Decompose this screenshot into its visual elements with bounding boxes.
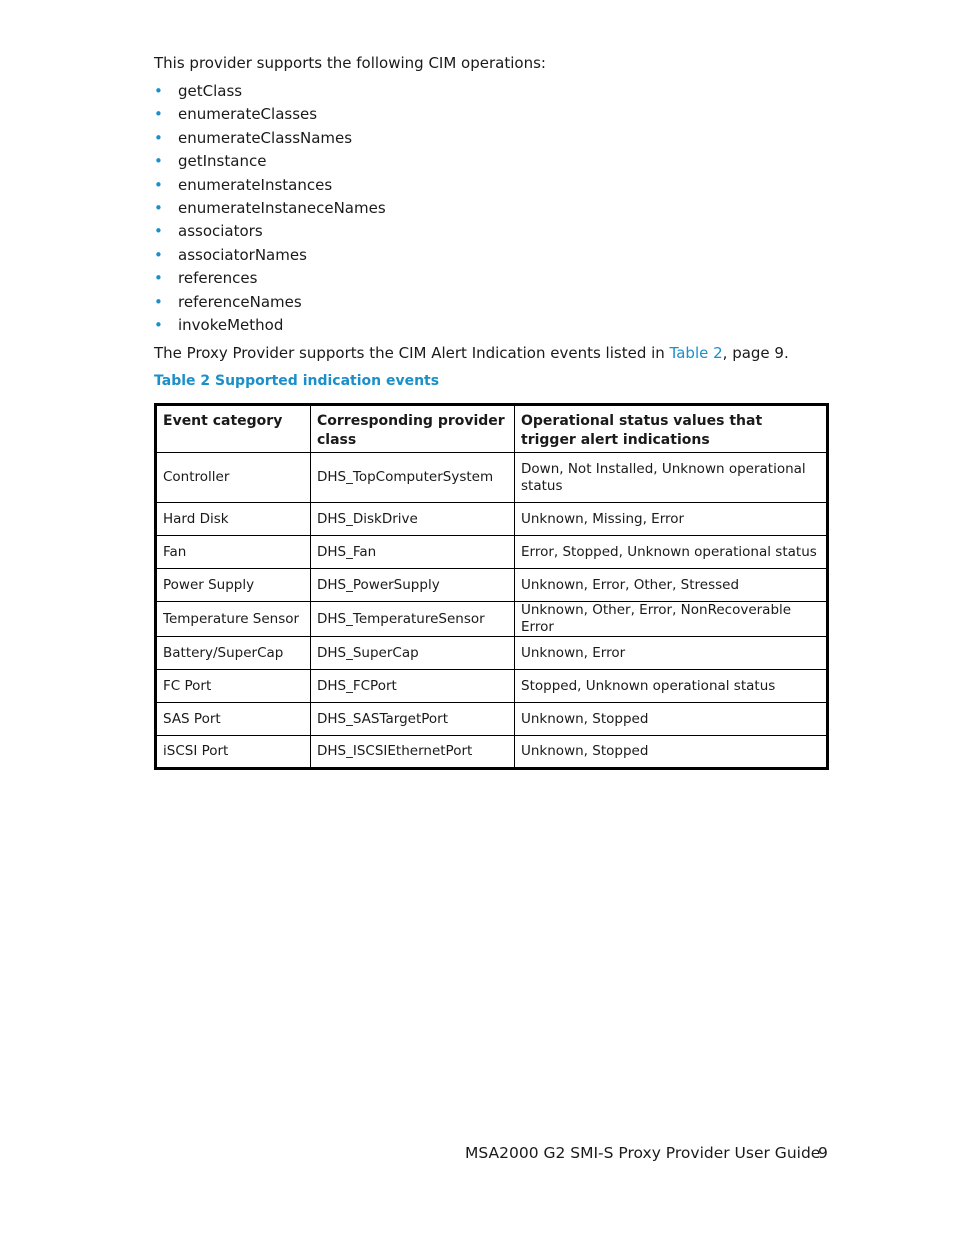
cell-class: DHS_ISCSIEthernetPort	[311, 736, 515, 769]
table-row	[156, 569, 828, 602]
cell-status: Unknown, Error	[515, 637, 828, 670]
table-row	[156, 536, 828, 569]
table-2-link[interactable]: Table 2	[669, 344, 723, 362]
cell-category: Fan	[156, 536, 311, 569]
proxy-paragraph: The Proxy Provider supports the CIM Alert Indication events listed in Table 2, page 9.	[154, 344, 789, 362]
table-row	[156, 503, 828, 536]
cell-category: Power Supply	[156, 569, 311, 602]
bullet-icon: •	[154, 175, 163, 194]
header-status-values: Operational status values that trigger alert indications	[515, 405, 828, 453]
cell-class: DHS_PowerSupply	[311, 569, 515, 602]
bullet-icon: •	[154, 269, 163, 288]
cell-class: DHS_Fan	[311, 536, 515, 569]
bullet-icon: •	[154, 128, 163, 147]
list-item: • enumerateInstaneceNames	[154, 198, 386, 217]
cell-category: iSCSI Port	[156, 736, 311, 769]
list-item: • referenceNames	[154, 292, 302, 311]
list-item: • getInstance	[154, 152, 267, 171]
table-caption: Table 2 Supported indication events	[154, 373, 440, 389]
table-header-row	[156, 405, 828, 453]
list-item: • associatorNames	[154, 245, 307, 264]
operations-list	[154, 81, 386, 338]
list-item: • enumerateClassNames	[154, 128, 353, 147]
bullet-icon: •	[154, 292, 163, 311]
list-item: • enumerateClasses	[154, 105, 318, 124]
list-item: • getClass	[154, 82, 243, 100]
list-item: • references	[154, 269, 258, 288]
table-row	[156, 703, 828, 736]
bullet-icon: •	[154, 105, 163, 124]
list-item: • associators	[154, 222, 263, 241]
bullet-icon: •	[154, 198, 163, 217]
cell-status: Stopped, Unknown operational status	[515, 670, 828, 703]
cell-class: DHS_DiskDrive	[311, 503, 515, 536]
page-number: 9	[818, 1144, 828, 1162]
list-item: • enumerateInstances	[154, 175, 333, 194]
bullet-icon: •	[154, 152, 163, 171]
cell-class: DHS_TopComputerSystem	[311, 453, 515, 503]
bullet-icon: •	[154, 245, 163, 264]
cell-class: DHS_SuperCap	[311, 637, 515, 670]
bullet-icon: •	[154, 82, 163, 100]
list-item: • invokeMethod	[154, 315, 284, 334]
intro-text: This provider supports the following CIM operations:	[154, 54, 546, 72]
cell-class: DHS_SASTargetPort	[311, 703, 515, 736]
cell-category: SAS Port	[156, 703, 311, 736]
cell-category: FC Port	[156, 670, 311, 703]
table-row	[156, 602, 828, 637]
bullet-icon: •	[154, 222, 163, 241]
table-row	[156, 453, 828, 503]
header-provider-class: Corresponding provider class	[311, 405, 515, 453]
cell-class: DHS_TemperatureSensor	[311, 602, 515, 637]
header-event-category: Event category	[156, 405, 311, 453]
cell-category: Hard Disk	[156, 503, 311, 536]
cell-class: DHS_FCPort	[311, 670, 515, 703]
cell-status: Error, Stopped, Unknown operational status	[515, 536, 828, 569]
cell-category: Controller	[156, 453, 311, 503]
indication-events-table	[154, 403, 829, 770]
table-row	[156, 670, 828, 703]
table-row	[156, 637, 828, 670]
cell-category: Temperature Sensor	[156, 602, 311, 637]
footer-guide-title: MSA2000 G2 SMI-S Proxy Provider User Guide	[465, 1144, 821, 1162]
cell-status: Unknown, Other, Error, NonRecoverable Error	[515, 602, 828, 637]
cell-category: Battery/SuperCap	[156, 637, 311, 670]
table-row	[156, 736, 828, 769]
cell-status: Unknown, Error, Other, Stressed	[515, 569, 828, 602]
cell-status: Unknown, Missing, Error	[515, 503, 828, 536]
cell-status: Unknown, Stopped	[515, 736, 828, 769]
cell-status: Unknown, Stopped	[515, 703, 828, 736]
bullet-icon: •	[154, 315, 163, 334]
cell-status: Down, Not Installed, Unknown operational status	[515, 453, 828, 503]
